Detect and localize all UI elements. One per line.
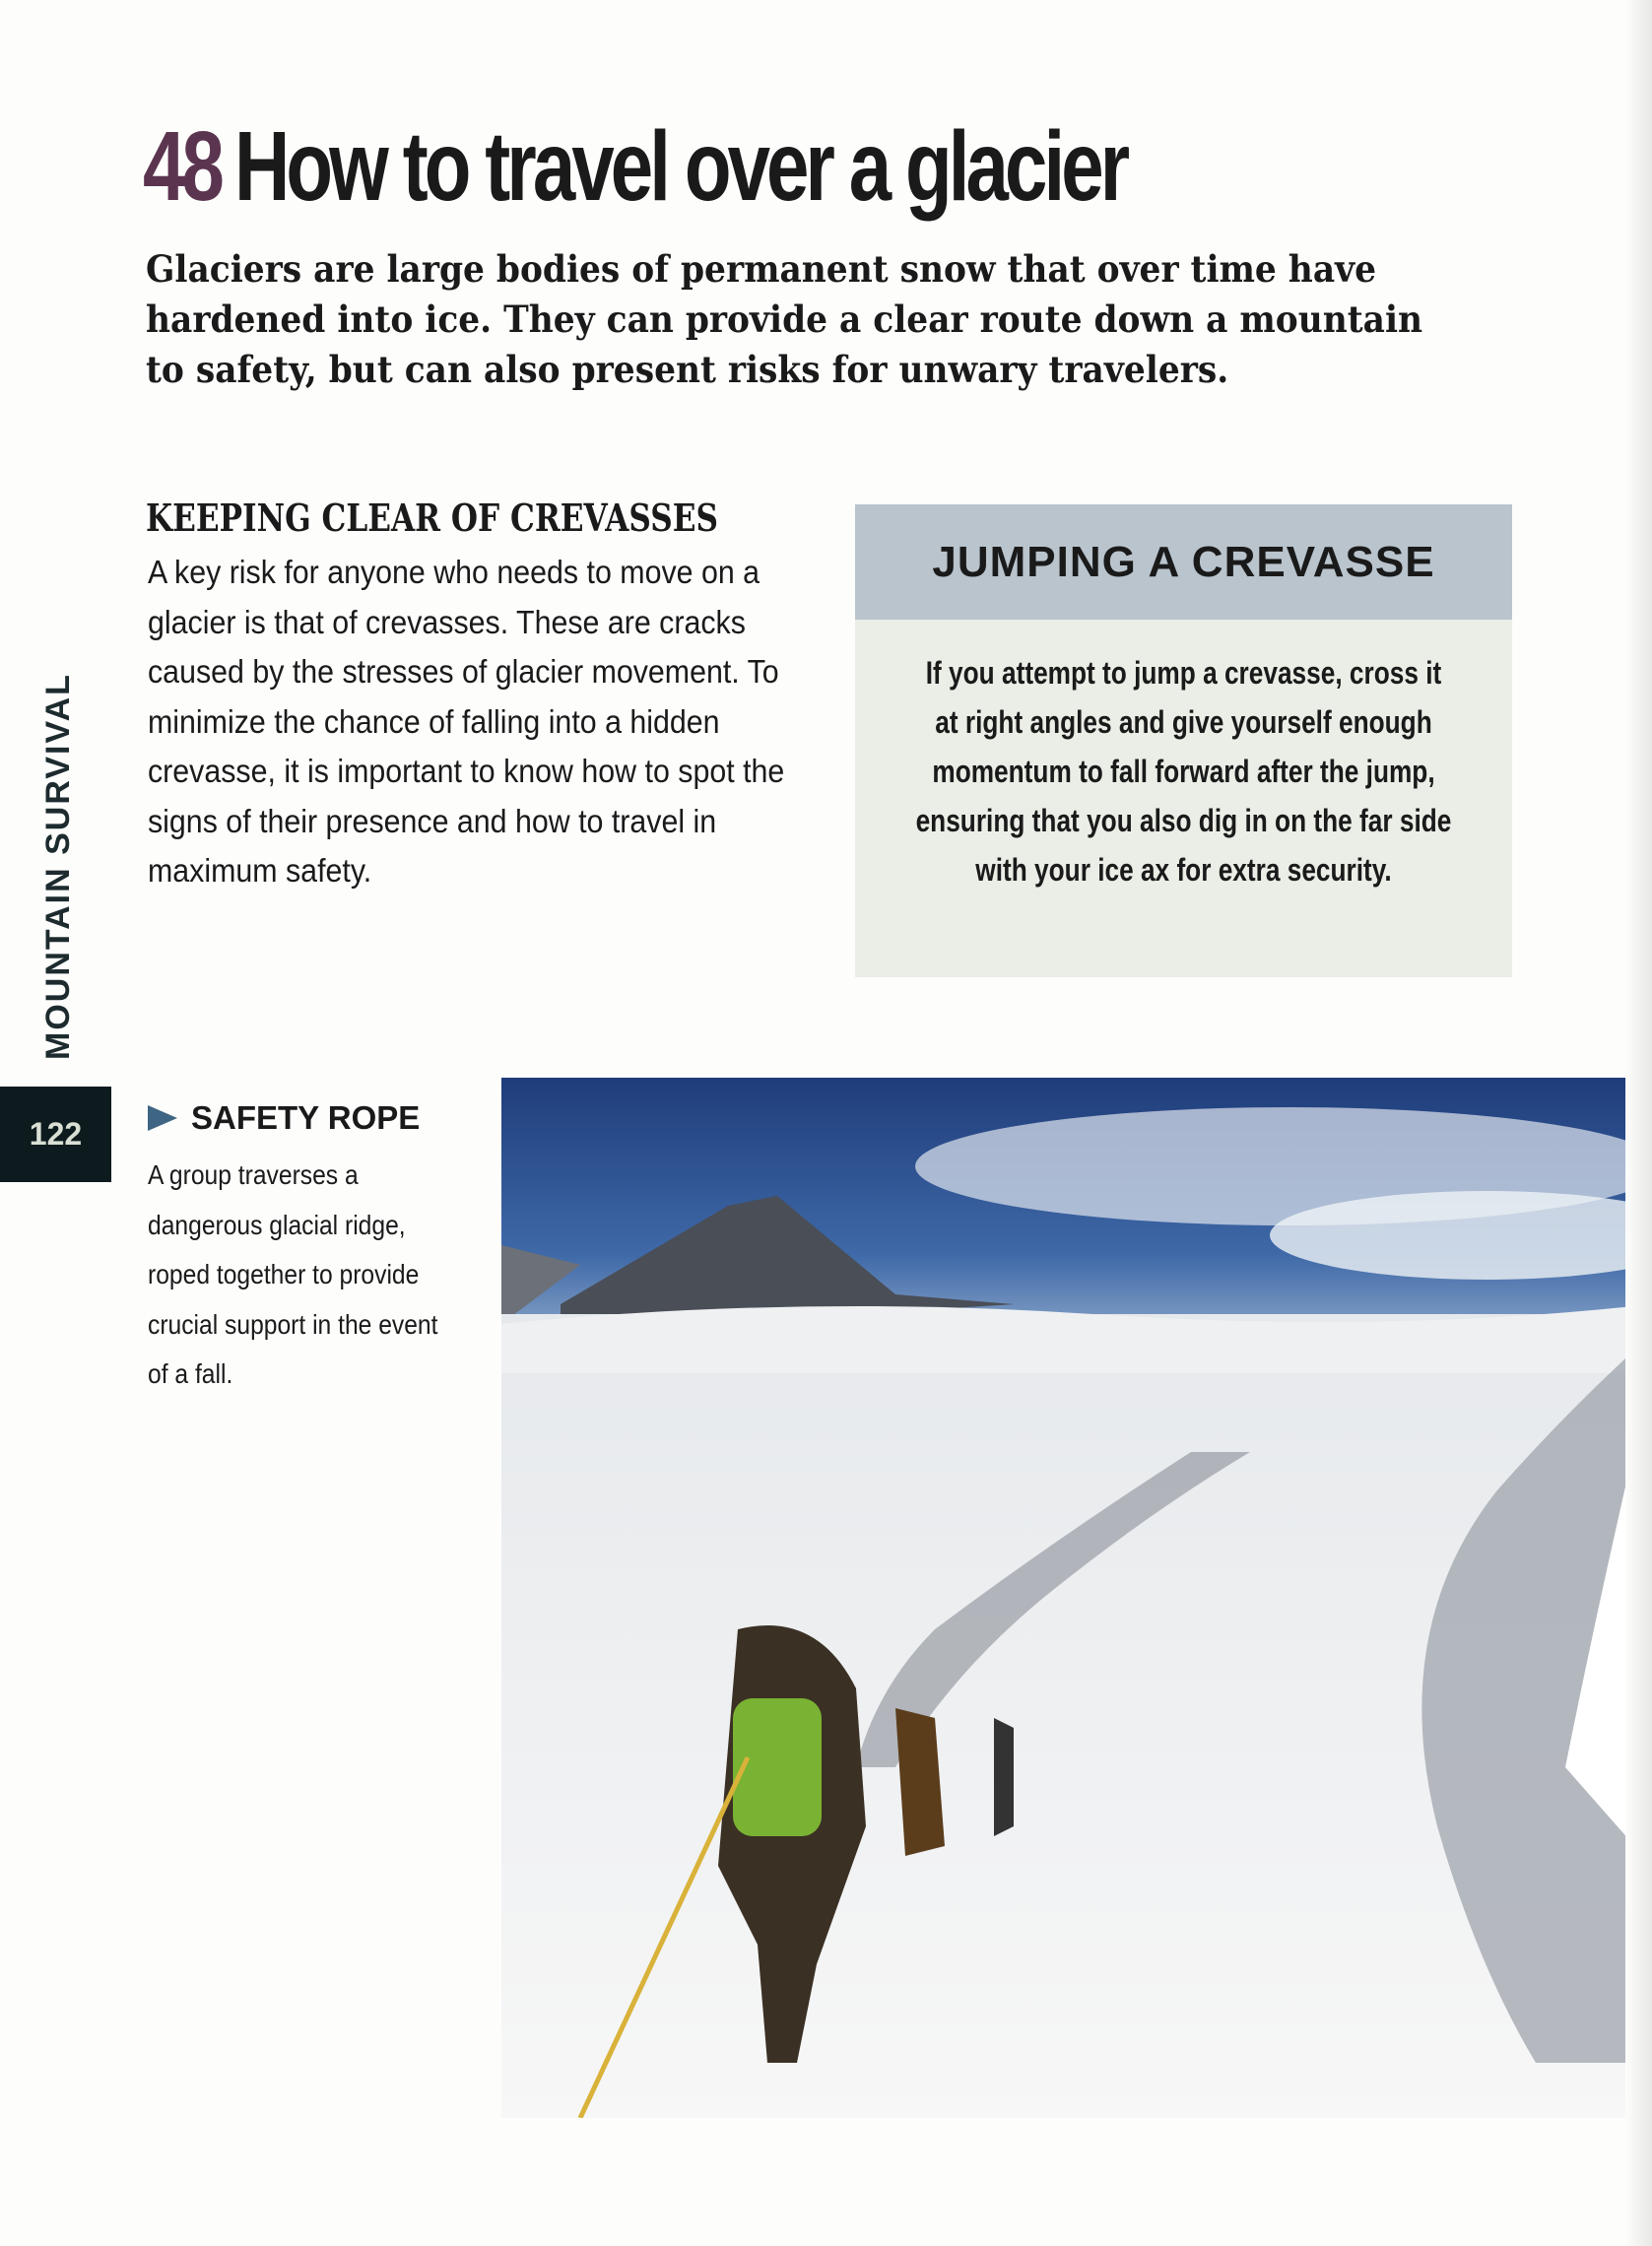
triangle-arrow-icon — [148, 1105, 177, 1131]
tip-box-body — [855, 648, 1512, 894]
intro-paragraph: Glaciers are large bodies of permanent snow that over time have hardened into ice. They can provide a clear route down a mountain to safety, but can also present risks for unwary travelers. — [146, 247, 1423, 391]
title-text: How to travel over a glacier — [234, 111, 1127, 222]
tip-number: 48 — [143, 111, 221, 222]
caption-body: A group traverses a dangerous glacial ridge, roped together to provide crucial support in the event of a fall. — [148, 1159, 438, 1389]
page-gutter-shadow — [1625, 0, 1652, 2246]
page-number: 122 — [0, 1087, 111, 1182]
chapter-label: MOUNTAIN SURVIVAL — [39, 673, 77, 1060]
tip-box-text: If you attempt to jump a crevasse, cross it at right angles and give yourself enough momentum to fall forward after the jump, ensuring that you also dig in on the far side with your ice ax for extra security. — [915, 655, 1452, 888]
caption-heading — [148, 1099, 420, 1137]
tip-box-heading: JUMPING A CREVASSE — [855, 504, 1512, 620]
section-heading: KEEPING CLEAR OF CREVASSES — [146, 495, 718, 540]
section-body: A key risk for anyone who needs to move on a glacier is that of crevasses. These are cracks caused by the stresses of glacier movement. To minimize the chance of falling into a hidden crevasse, it is important to know how to spot the signs of their presence and how to travel in maximum safety. — [148, 554, 785, 889]
page-title — [143, 110, 1126, 224]
tip-box — [855, 504, 1512, 977]
caption-heading-text: SAFETY ROPE — [191, 1099, 421, 1136]
glacier-photo — [501, 1078, 1652, 2118]
